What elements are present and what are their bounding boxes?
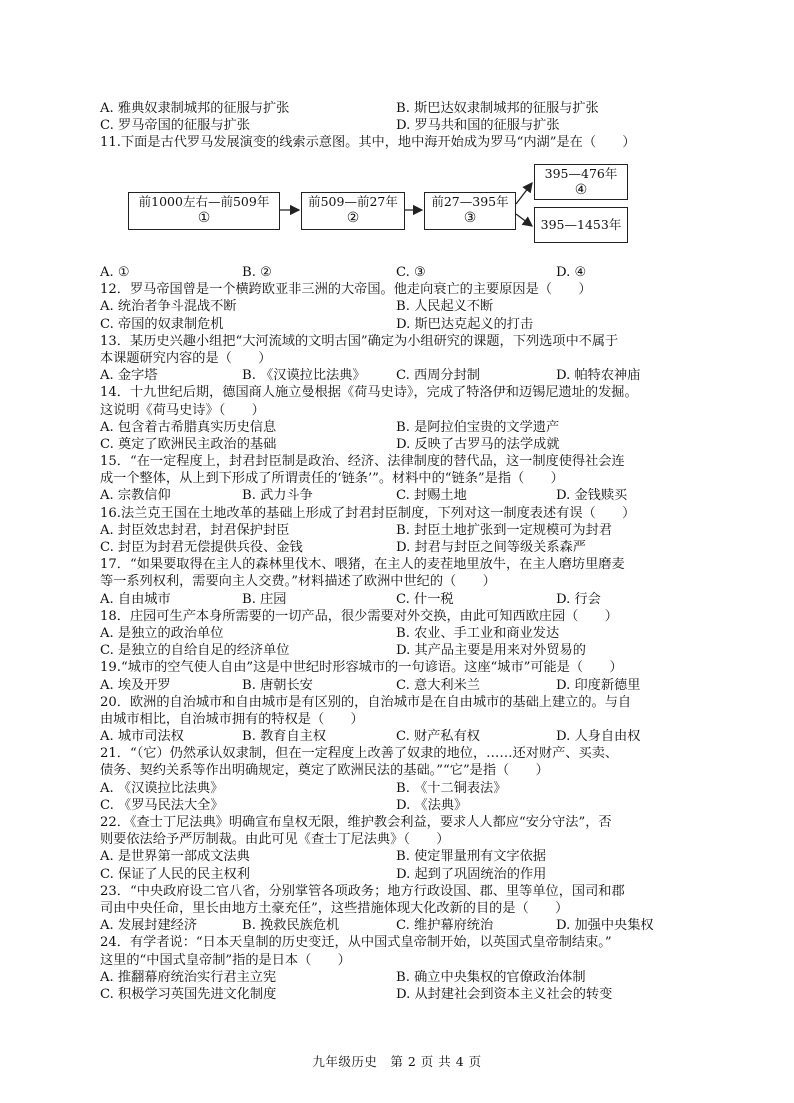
q19-option-d: D. 印度新德里	[556, 677, 641, 693]
q11-option-c: C. ③	[396, 265, 426, 280]
q18-option-d: D. 其产品主要是用来对外贸易的	[396, 643, 586, 659]
q18-stem: 18．庄园可生产本身所需要的一切产品，很少需要对外交换，由此可知西欧庄园（ ）	[100, 608, 618, 624]
q21-option-a: A. 《汉谟拉比法典》	[100, 780, 224, 796]
q15-stem-line-2: 成一个整体，从上到下形成了所谓责任的‘链条’”。材料中的“链条”是指（ ）	[100, 471, 564, 487]
q17-stem-line-2: 等一系列权利，需要向主人交费。”材料描述了欧洲中世纪的（ ）	[100, 574, 496, 590]
q20-stem-line-2: 由城市相比，自治城市拥有的特权是（ ）	[100, 711, 364, 727]
q13-option-a: A. 金字塔	[100, 368, 158, 384]
q19-stem: 19.“城市的空气使人自由”这是中世纪时形容城市的一句谚语。这座“城市”可能是（ ）	[100, 660, 623, 676]
box-2-number: ②	[346, 210, 360, 226]
q18-option-b: B. 农业、手工业和商业发达	[396, 625, 560, 641]
question-stem: 11.下面是古代罗马发展演变的线索示意图。其中，地中海开始成为罗马“内湖”是在（ ）	[100, 135, 636, 150]
q21-stem-line-1: 21．“（它）仍然承认奴隶制，但在一定程度上改善了奴隶的地位，……还对财产、买卖、	[100, 746, 619, 762]
q15-option-a: A. 宗教信仰	[100, 488, 171, 504]
q11-option-d: D. ④	[556, 265, 587, 280]
q15-stem-line-1: 15．“在一定程度上，封君封臣制是政治、经济、法律制度的替代品，这一制度使得社会连	[100, 454, 625, 470]
q13-option-c: C. 西周分封制	[396, 368, 480, 384]
q17-option-d: D. 行会	[556, 591, 601, 607]
timeline-arrows	[128, 164, 638, 234]
box-1-number: ①	[197, 210, 211, 226]
q13-option-b: B. 《汉谟拉比法典》	[242, 368, 366, 384]
q16-option-d: D. 封君与封臣之间等级关系森严	[396, 540, 586, 555]
q14-option-b: B. 是阿拉伯宝贵的文学遗产	[396, 419, 560, 435]
box-5-period: 395—1453年	[540, 217, 622, 232]
option-a: A. 雅典奴隶制城邦的征服与扩张	[100, 101, 290, 116]
q24-option-a: A. 推翻幕府统治实行君主立宪	[100, 969, 277, 985]
q13-stem-line-1: 13．某历史兴趣小组把“大河流域的文明古国”确定为小组研究的课题，下列选项中不属于	[100, 333, 619, 349]
q14-option-d: D. 反映了古罗马的法学成就	[396, 436, 560, 452]
q20-option-b: B. 教育自主权	[242, 729, 327, 745]
q15-option-c: C. 封赐土地	[396, 488, 467, 504]
q24-option-c: C. 积极学习英国先进文化制度	[100, 986, 277, 1002]
q22-stem-line-2: 则要依法给予严厉制裁。由此可见《查士丁尼法典》（ ）	[100, 832, 450, 848]
q17-option-c: C. 什一税	[396, 591, 454, 607]
box-2-period: 前509—前27年	[308, 194, 398, 209]
q21-option-b: B. 《十二铜表法》	[396, 780, 507, 796]
q22-stem-line-1: 22．《查士丁尼法典》明确宣布皇权无限，维护教会利益，要求人人都应“安分守法”，否	[100, 815, 612, 830]
q22-option-c: C. 保证了人民的民主权利	[100, 866, 250, 882]
question-11	[100, 134, 705, 151]
q23-option-c: C. 维护幕府统治	[396, 918, 494, 934]
q22-option-b: B. 使定罪量刑有文字依据	[396, 849, 546, 865]
q22-option-d: D. 起到了巩固统治的作用	[396, 866, 547, 882]
rome-timeline-diagram	[128, 166, 638, 242]
q18-option-c: C. 是独立的自给自足的经济单位	[100, 643, 290, 659]
box-1-period: 前1000左右—前509年	[138, 194, 270, 209]
q23-stem-line-1: 23．“中央政府设二官八省，分别掌管各项政务；地方行政设国、郡、里等单位，国司和郡	[100, 883, 625, 899]
q19-option-a: A. 埃及开罗	[100, 677, 171, 693]
q23-option-a: A. 发展封建经济	[100, 918, 198, 934]
q12-option-b: B. 人民起义不断	[396, 299, 494, 315]
q14-option-a: A. 包含着古希腊真实历史信息	[100, 419, 277, 435]
q21-option-c: C. 《罗马民法大全》	[100, 797, 224, 813]
option-b: B. 斯巴达奴隶制城邦的征服与扩张	[396, 101, 599, 116]
q24-option-d: D. 从封建社会到资本主义社会的转变	[396, 986, 613, 1002]
box-4-period: 395—476年	[544, 166, 618, 181]
q24-stem-line-2: 这里的“中国式皇帝制”指的是日本（ ）	[100, 952, 351, 968]
q14-option-c: C. 奠定了欧洲民主政治的基础	[100, 436, 277, 452]
q16-option-a: A. 封臣效忠封君，封君保护封臣	[100, 522, 290, 538]
q11-option-a: A. ①	[100, 265, 130, 280]
q14-stem-line-1: 14．十九世纪后期，德国商人施立曼根据《荷马史诗》，完成了特洛伊和迈锡尼遗址的发掘。	[100, 385, 638, 401]
q11-options	[100, 264, 705, 281]
q12-option-c: C. 帝国的奴隶制危机	[100, 316, 224, 332]
arrow-3-to-4	[516, 183, 532, 204]
q18-option-a: A. 是独立的政治单位	[100, 625, 224, 641]
q19-option-b: B. 唐朝长安	[242, 677, 313, 693]
q17-option-b: B. 庄园	[242, 591, 287, 607]
q14-stem-line-2: 这说明《荷马史诗》（ ）	[100, 402, 265, 418]
q20-option-a: A. 城市司法权	[100, 729, 184, 745]
q23-option-d: D. 加强中央集权	[556, 918, 654, 934]
q15-option-b: B. 武力斗争	[242, 488, 313, 504]
questions-main	[100, 264, 705, 1003]
arrow-3-to-5	[516, 214, 532, 226]
q10-options	[100, 100, 705, 134]
q15-option-d: D. 金钱赎买	[556, 488, 628, 504]
page-footer: 九年级历史 第 2 页 共 4 页	[312, 1054, 482, 1069]
q11-option-b: B. ②	[242, 265, 272, 280]
q12-option-d: D. 斯巴达克起义的打击	[396, 316, 534, 332]
q21-option-d: D. 《法典》	[396, 797, 468, 813]
q20-option-d: D. 人身自由权	[556, 729, 641, 745]
q24-option-b: B. 确立中央集权的官僚政治体制	[396, 969, 586, 985]
q23-stem-line-2: 司由中央任命，里长由地方土豪充任”，这些措施体现大化改新的目的是（ ）	[100, 900, 569, 916]
q16-option-b: B. 封臣土地扩张到一定规模可为封君	[396, 522, 612, 538]
q12-stem: 12．罗马帝国曾是一个横跨欧亚非三洲的大帝国。他走向衰亡的主要原因是（ ）	[100, 282, 592, 298]
q13-option-d: D. 帕特农神庙	[556, 368, 641, 384]
q13-stem-line-2: 本课题研究内容的是（ ）	[100, 350, 272, 366]
box-3-period: 前27—395年	[431, 194, 509, 209]
option-d: D. 罗马共和国的征服与扩张	[396, 118, 560, 134]
q12-option-a: A. 统治者争斗混战不断	[100, 299, 237, 315]
q22-option-a: A. 是世界第一部成文法典	[100, 849, 250, 865]
q16-stem: 16.法兰克王国在土地改革的基础上形成了封君封臣制度，下列对这一制度表述有误（ ）	[100, 505, 636, 521]
box-3-number: ③	[463, 210, 477, 226]
q21-stem-line-2: 债务、契约关系等作出明确规定，奠定了欧洲民法的基础。”“它”是指（ ）	[100, 763, 549, 779]
q16-option-c: C. 封臣为封君无偿提供兵役、金钱	[100, 540, 303, 555]
q23-option-b: B. 挽救民族危机	[242, 918, 340, 934]
q24-stem-line-1: 24．有学者说：“日本天皇制的历史变迁，从中国式皇帝制开始，以英国式皇帝制结束。”	[100, 935, 612, 951]
q17-option-a: A. 自由城市	[100, 591, 171, 607]
q20-stem-line-1: 20．欧洲的自治城市和自由城市是有区别的，自治城市是在自由城市的基础上建立的。与自	[100, 694, 632, 710]
q19-option-c: C. 意大利米兰	[396, 677, 480, 693]
option-c: C. 罗马帝国的征服与扩张	[100, 118, 250, 134]
q17-stem-line-1: 17．“如果要取得在主人的森林里伐木、喂猪，在主人的麦茬地里放牛，在主人磨坊里磨麦	[100, 557, 625, 573]
box-4-number: ④	[574, 182, 588, 198]
q20-option-c: C. 财产私有权	[396, 729, 480, 745]
